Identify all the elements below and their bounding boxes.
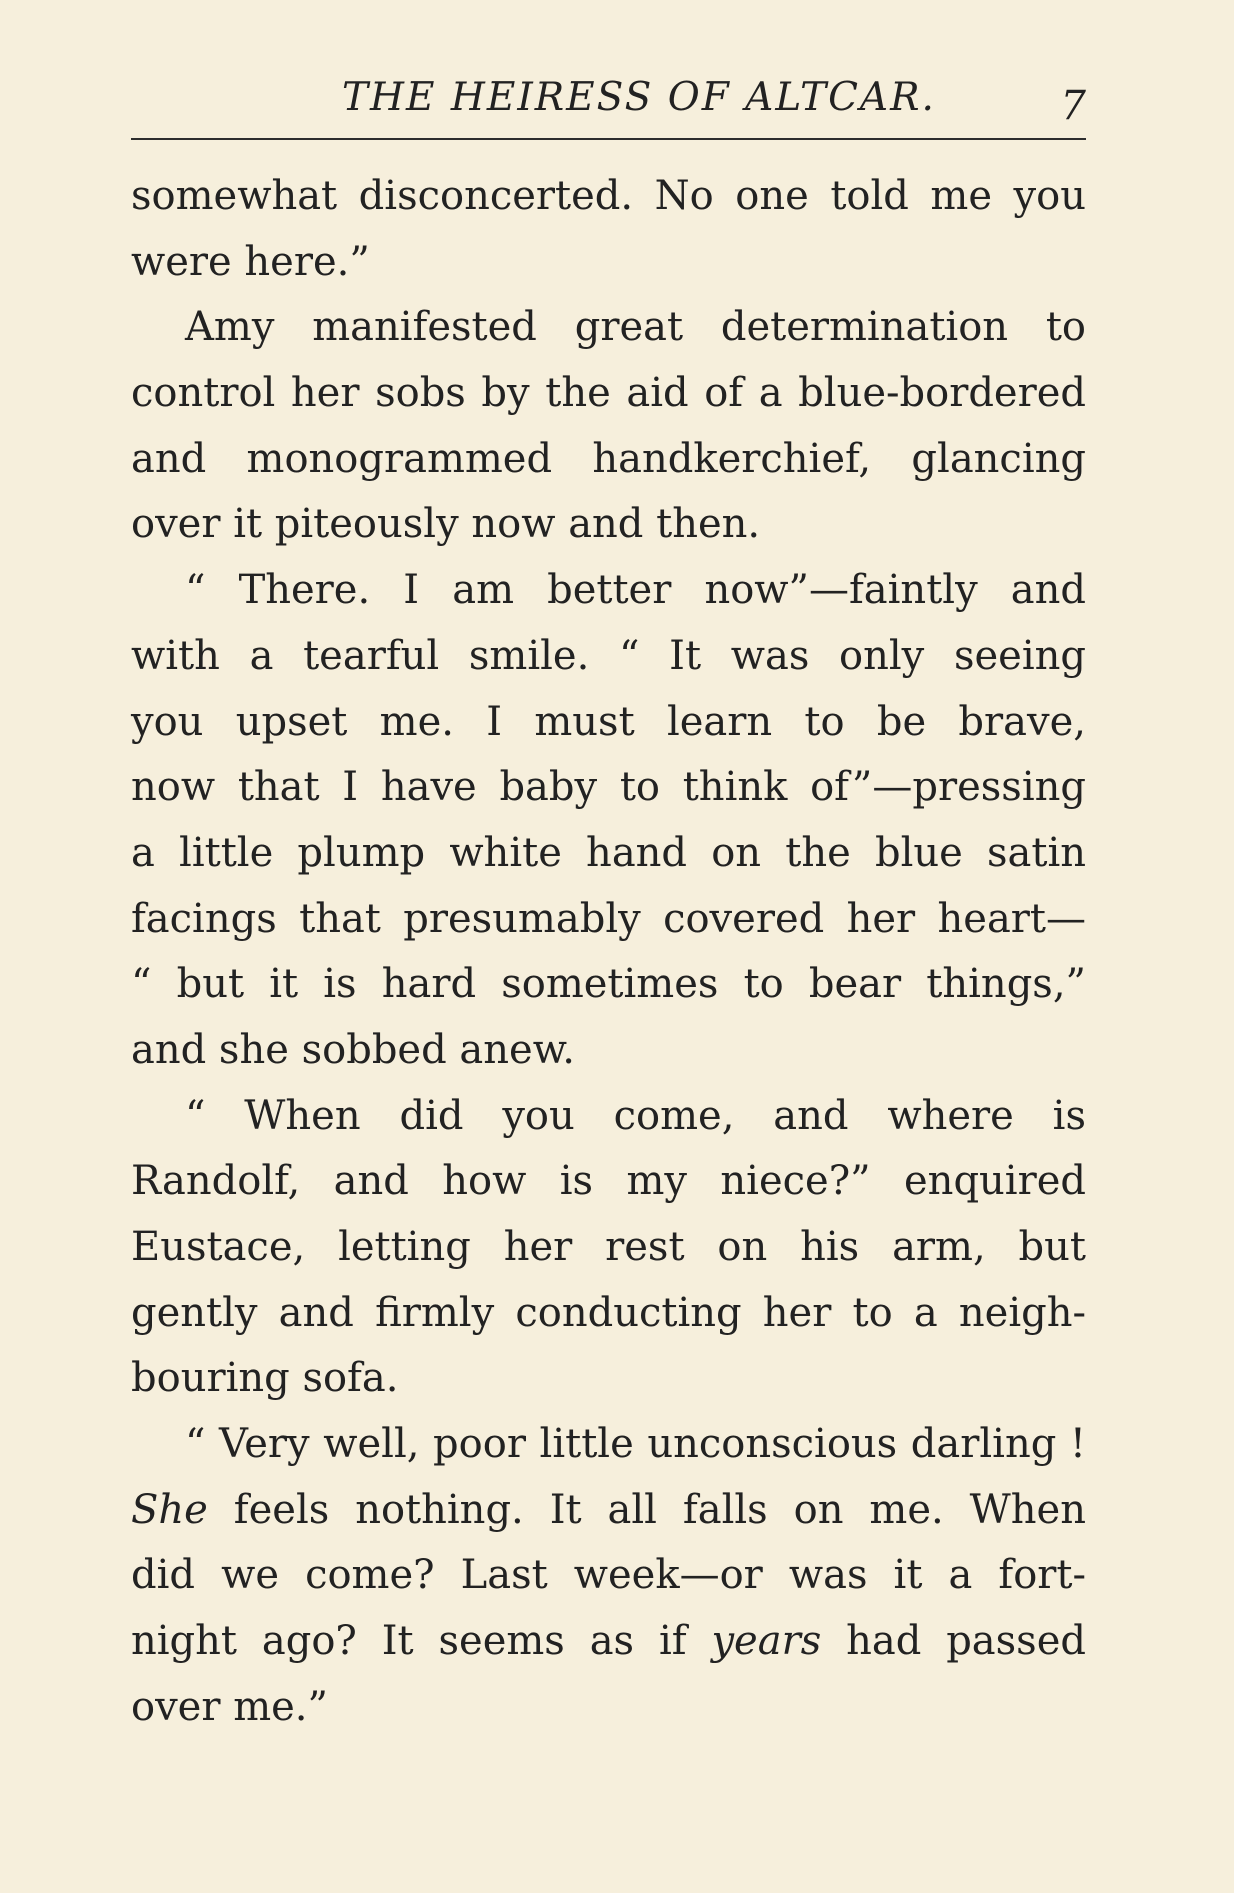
italic-word: She <box>131 1486 208 1533</box>
text-fragment: night ago? It seems as if <box>131 1618 712 1665</box>
text-line: Randolf, and how is my niece?” enquired <box>131 1158 1086 1205</box>
text-line: now that I have baby to think of”—pressing <box>131 764 1086 811</box>
text-line: and monogrammed handkerchief, glancing <box>131 435 1086 482</box>
text-line: over it piteously now and then. <box>131 501 761 548</box>
text-line: “ There. I am better now”—faintly and <box>185 567 1086 614</box>
text-line: Eustace, letting her rest on his arm, but <box>131 1224 1086 1270</box>
text-line: “ but it is hard sometimes to bear things,” <box>131 961 1086 1008</box>
text-line: control her sobs by the aid of a blue-bordered <box>131 370 1086 417</box>
text-line: somewhat disconcerted. No one told me you <box>131 173 1086 219</box>
text-fragment: feels nothing. It all falls on me. When <box>207 1486 1086 1533</box>
text-line <box>131 1478 1086 1544</box>
page-header <box>131 74 1086 134</box>
text-line: you upset me. I must learn to be brave, <box>131 698 1086 745</box>
header-rule <box>131 138 1086 140</box>
text-line: gently and firmly conducting her to a neigh- <box>131 1289 1086 1336</box>
page-number: 7 <box>1060 83 1086 129</box>
text-line: bouring sofa. <box>131 1355 399 1402</box>
running-title: THE HEIRESS OF ALTCAR. <box>342 75 936 120</box>
text-line: and she sobbed anew. <box>131 1026 575 1073</box>
text-line: were here.” <box>131 238 370 285</box>
text-line: “ When did you come, and where is <box>185 1092 1086 1139</box>
text-line: Amy manifested great determination to <box>185 304 1086 351</box>
text-line: with a tearful smile. “ It was only seeing <box>131 632 1086 679</box>
text-line <box>131 1609 1086 1675</box>
text-line: facings that presumably covered her heart— <box>131 895 1086 942</box>
text-line: over me.” <box>131 1683 328 1730</box>
text-fragment: had passed <box>821 1618 1086 1665</box>
italic-word: years <box>711 1618 822 1665</box>
text-line: a little plump white hand on the blue satin <box>131 829 1086 876</box>
page-text <box>131 164 1086 1741</box>
text-line: “ Very well, poor little unconscious darling ! <box>185 1421 1086 1468</box>
text-line: did we come? Last week—or was it a fort- <box>131 1552 1086 1599</box>
